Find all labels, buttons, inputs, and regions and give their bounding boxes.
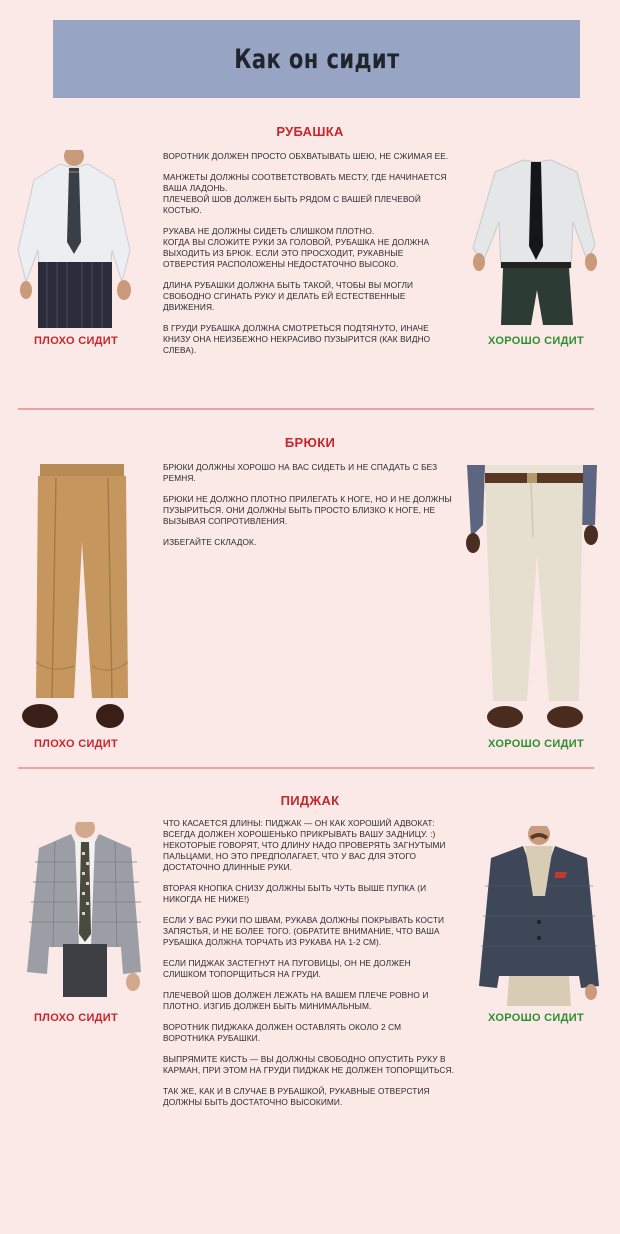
shirt-bad-label: ПЛОХО СИДИТ (33, 335, 119, 347)
good-shirt-image (465, 150, 600, 325)
pants-bad-label: ПЛОХО СИДИТ (33, 738, 119, 750)
shirt-paragraph: ДЛИНА РУБАШКИ ДОЛЖНА БЫТЬ ТАКОЙ, ЧТОБЫ ВЫ МОГЛИ СВОБОДНО СГИНАТЬ РУКУ И ДЕЛАТЬ ЕЙ ЕСТЕСТВЕННЫЕ ДВИЖЕНИЯ. (163, 280, 414, 312)
bad-jacket-image (25, 822, 143, 997)
section-divider (18, 408, 594, 410)
jacket-good-label: ХОРОШО СИДИТ (488, 1012, 584, 1024)
pants-paragraph: ИЗБЕГАЙТЕ СКЛАДОК. (163, 537, 257, 547)
pants-paragraph: БРЮКИ ДОЛЖНЫ ХОРОШО НА ВАС СИДЕТЬ И НЕ СПАДАТЬ С БЕЗ РЕМНЯ. (163, 462, 438, 483)
section-title-pants: БРЮКИ (284, 435, 336, 450)
jacket-paragraph: ВТОРАЯ КНОПКА СНИЗУ ДОЛЖНЫ БЫТЬ ЧУТЬ ВЫШЕ ПУПКА (И НИКОГДА НЕ НИЖЕ!) (163, 883, 427, 904)
good-pants-image (465, 465, 600, 730)
jacket-paragraph: ЕСЛИ ПИДЖАК ЗАСТЕГНУТ НА ПУГОВИЦЫ, ОН НЕ ДОЛЖЕН СЛИШКОМ ТОПОРЩИТЬСЯ НА ГРУДИ. (163, 958, 411, 979)
section-divider (18, 767, 594, 769)
shirt-description (163, 151, 455, 366)
jacket-paragraph: ТАК ЖЕ, КАК И В СЛУЧАЕ В РУБАШКОЙ, РУКАВНЫЕ ОТВЕРСТИЯ ДОЛЖНЫ БЫТЬ ДОСТАТОЧНО ВЫСОКИМИ. (163, 1086, 430, 1107)
jacket-paragraph: ВЫПРЯМИТЕ КИСТЬ — ВЫ ДОЛЖНЫ СВОБОДНО ОПУСТИТЬ РУКУ В КАРМАН, ПРИ ЭТОМ НА ГРУДИ ПИДЖАК НЕ ДОЛЖЕН ТОПОРЩИТЬСЯ. (163, 1054, 454, 1075)
jacket-paragraph: ПЛЕЧЕВОЙ ШОВ ДОЛЖЕН ЛЕЖАТЬ НА ВАШЕМ ПЛЕЧЕ РОВНО И ПЛОТНО. ИЗГИБ ДОЛЖЕН БЫТЬ МИНИМАЛЬНЫМ. (163, 990, 429, 1011)
jacket-description (163, 818, 455, 1118)
shirt-paragraph: ВОРОТНИК ДОЛЖЕН ПРОСТО ОБХВАТЫВАТЬ ШЕЮ, НЕ СЖИМАЯ ЕЕ. (163, 151, 449, 161)
jacket-bad-label: ПЛОХО СИДИТ (33, 1012, 119, 1024)
jacket-paragraph: ВОРОТНИК ПИДЖАКА ДОЛЖЕН ОСТАВЛЯТЬ ОКОЛО 2 СМ ВОРОТНИКА РУБАШКИ. (163, 1022, 402, 1043)
section-title-jacket: ПИДЖАК (280, 793, 340, 808)
jacket-paragraph: ЕСЛИ У ВАС РУКИ ПО ШВАМ, РУКАВА ДОЛЖНЫ ПОКРЫВАТЬ КОСТИ ЗАПЯСТЬЯ, И НЕ БОЛЕЕ ТОГО. (ОБРАТИТЕ ВНИМАНИЕ, ЧТО ВАША РУБАШКА ДОЛЖНА ТОРЧАТЬ ИЗ РУКАВА НА 1-2 СМ). (163, 915, 445, 947)
good-jacket-image (475, 826, 603, 1006)
shirt-paragraph: МАНЖЕТЫ ДОЛЖНЫ СООТВЕТСТВОВАТЬ МЕСТУ, ГДЕ НАЧИНАЕТСЯ ВАША ЛАДОНЬ. ПЛЕЧЕВОЙ ШОВ ДОЛЖЕН БЫТЬ РЯДОМ С ВАШЕЙ ПЛЕЧЕВОЙ КОСТЬЮ. (163, 172, 447, 215)
shirt-good-label: ХОРОШО СИДИТ (488, 335, 584, 347)
bad-shirt-image (12, 150, 137, 330)
pants-description (163, 462, 455, 558)
pants-paragraph: БРЮКИ НЕ ДОЛЖНО ПЛОТНО ПРИЛЕГАТЬ К НОГЕ, НО И НЕ ДОЛЖНЫ ПУЗЫРИТЬСЯ. ОНИ ДОЛЖНЫ БЫТЬ ПРОСТО БЛИЗКО К НОГЕ, НЕ ВЫЗЫВАЯ СОПРОТИВЛЕНИЯ. (163, 494, 452, 526)
bad-pants-image (22, 462, 134, 732)
shirt-paragraph: РУКАВА НЕ ДОЛЖНЫ СИДЕТЬ СЛИШКОМ ПЛОТНО. КОГДА ВЫ СЛОЖИТЕ РУКИ ЗА ГОЛОВОЙ, РУБАШКА НЕ ДОЛЖНА ВЫХОДИТЬ ИЗ БРЮК. ЕСЛИ ЭТО ПРОСХОДИТ, РУКАВНЫЕ ОТВЕРСТИЯ РАСПОЛОЖЕНЫ НЕДОСТАТОЧНО ВЫСОКО. (163, 226, 430, 269)
shirt-paragraph: В ГРУДИ РУБАШКА ДОЛЖНА СМОТРЕТЬСЯ ПОДТЯНУТО, ИНАЧЕ КНИЗУ ОНА НЕИЗБЕЖНО НЕКРАСИВО ПУЗЫРИТСЯ (КАК ВИДНО СЛЕВА). (163, 323, 431, 355)
title-banner (53, 20, 580, 98)
page-title: Как он сидит (233, 43, 400, 75)
jacket-paragraph: ЧТО КАСАЕТСЯ ДЛИНЫ: ПИДЖАК — ОН КАК ХОРОШИЙ АДВОКАТ: ВСЕГДА ДОЛЖЕН ХОРОШЕНЬКО ПРИКРЫВАТЬ ВАШУ ЗАДНИЦУ. :) НЕКОТОРЫЕ ГОВОРЯТ, ЧТО ДЛИНУ НАДО ПРОВЕРЯТЬ ЗАГНУТЫМИ ПАЛЬЦАМИ, НО ЭТО ПРЕДПОЛАГАЕТ, ЧТО У ВАС ДЛЯ ЭТОГО ДОСТАТОЧНО ДЛИННЫЕ РУКИ. (163, 818, 446, 872)
pants-good-label: ХОРОШО СИДИТ (488, 738, 584, 750)
section-title-shirt: РУБАШКА (276, 124, 344, 139)
